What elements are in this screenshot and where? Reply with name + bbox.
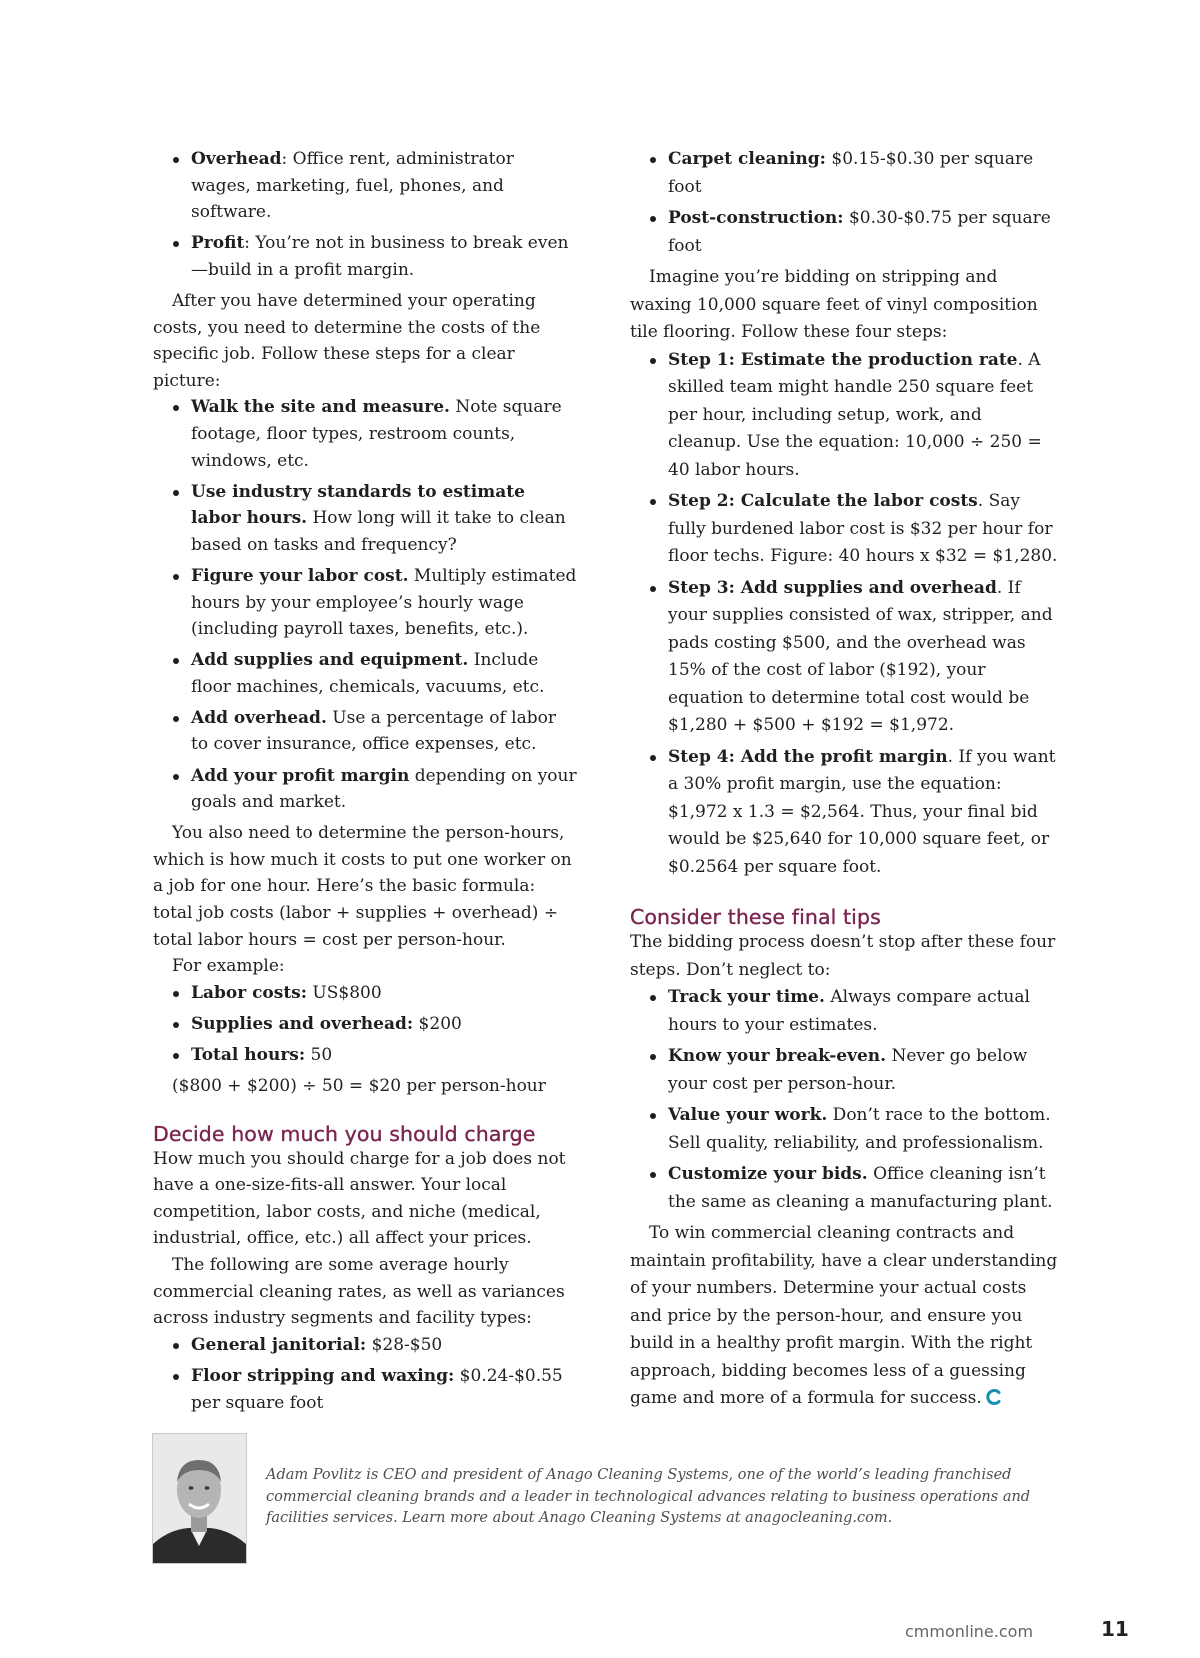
list-item: Profit: You’re not in business to break even—build in a profit margin. [153, 230, 578, 283]
list-item: Step 3: Add supplies and overhead. If your supplies consisted of wax, stripper, and pads costing $500, and the overhead was 15% of the cost of labor ($192), your equation to determine total cost would be $1,280 + $500 + $192 = $1,972. [630, 575, 1060, 740]
right-column [630, 146, 1060, 1413]
cost-bullets [153, 146, 578, 283]
list-item: Walk the site and measure. Note square footage, floor types, restroom counts, windows, etc. [153, 394, 578, 474]
tips-list [630, 984, 1060, 1216]
list-item: Post-construction: $0.30-$0.75 per square foot [630, 205, 1060, 260]
bid-steps-list [630, 347, 1060, 882]
page-number: 11 [1101, 1617, 1129, 1641]
list-item: Step 4: Add the profit margin. If you want a 30% profit margin, use the equation: $1,972 x 1.3 = $2,564. Thus, your final bid would be $25,640 for 10,000 square feet, or $0.2564 per square foot. [630, 744, 1060, 882]
list-item: Customize your bids. Office cleaning isn’t the same as cleaning a manufacturing plant. [630, 1161, 1060, 1216]
list-item: Labor costs: US$800 [153, 980, 578, 1007]
author-bio: Adam Povlitz is CEO and president of Anago Cleaning Systems, one of the world’s leading franchised commercial cleaning brands and a leader in technological advances relating to business operations and facilities services. Learn more about Anago Cleaning Systems at anagocleaning.com. [266, 1467, 1031, 1526]
example-list [153, 980, 578, 1069]
paragraph: How much you should charge for a job does not have a one-size-fits-all answer. Your local competition, labor costs, and niche (medical, industrial, office, etc.) all affect your prices. [153, 1148, 566, 1249]
rates-list [153, 1332, 578, 1416]
section-heading: Consider these final tips [630, 905, 881, 929]
paragraph: After you have determined your operating costs, you need to determine the costs of the specific job. Follow these steps for a clear picture: [153, 290, 541, 391]
section-heading: Decide how much you should charge [153, 1121, 536, 1146]
paragraph: The bidding process doesn’t stop after these four steps. Don’t neglect to: [630, 932, 1056, 980]
author-portrait-icon [153, 1434, 246, 1563]
paragraph: The following are some average hourly commercial cleaning rates, as well as variances across industry segments and facility types: [153, 1255, 565, 1329]
rates-list-continued [630, 146, 1060, 260]
list-item: Step 1: Estimate the production rate. A skilled team might handle 250 square feet per hour, including setup, work, and cleanup. Use the equation: 10,000 ÷ 250 = 40 labor hours. [630, 347, 1060, 485]
steps-list [153, 394, 578, 815]
list-item: General janitorial: $28-$50 [153, 1332, 578, 1359]
author-photo [152, 1433, 247, 1564]
formula: ($800 + $200) ÷ 50 = $20 per person-hour [172, 1076, 546, 1097]
list-item: Floor stripping and waxing: $0.24-$0.55 per square foot [153, 1363, 578, 1416]
paragraph: You also need to determine the person-hours, which is how much it costs to put one worker on a job for one hour. Here’s the basic formula: total job costs (labor + supplies + overhead) ÷ total labor hours = cost per person-hour. [153, 823, 572, 950]
list-item: Track your time. Always compare actual hours to your estimates. [630, 984, 1060, 1039]
list-item: Value your work. Don’t race to the bottom. Sell quality, reliability, and professionalism. [630, 1102, 1060, 1157]
list-item: Add supplies and equipment. Include floor machines, chemicals, vacuums, etc. [153, 647, 578, 700]
end-mark-icon [986, 1389, 1002, 1405]
list-item: Add your profit margin depending on your goals and market. [153, 763, 578, 816]
list-item: Step 2: Calculate the labor costs. Say fully burdened labor cost is $32 per hour for floor techs. Figure: 40 hours x $32 = $1,280. [630, 488, 1060, 571]
footer-website: cmmonline.com [905, 1622, 1034, 1641]
list-item: Supplies and overhead: $200 [153, 1011, 578, 1038]
list-item: Know your break-even. Never go below your cost per person-hour. [630, 1043, 1060, 1098]
list-item: Overhead: Office rent, administrator wages, marketing, fuel, phones, and software. [153, 146, 578, 226]
list-item: Carpet cleaning: $0.15-$0.30 per square foot [630, 146, 1060, 201]
left-column [153, 146, 578, 1421]
list-item: Total hours: 50 [153, 1042, 578, 1069]
list-item: Add overhead. Use a percentage of labor to cover insurance, office expenses, etc. [153, 705, 578, 758]
paragraph: Imagine you’re bidding on stripping and waxing 10,000 square feet of vinyl composition tile flooring. Follow these four steps: [630, 267, 1038, 342]
paragraph: For example: [172, 956, 285, 977]
list-item: Figure your labor cost. Multiply estimated hours by your employee’s hourly wage (including payroll taxes, benefits, etc.). [153, 563, 578, 643]
closing-paragraph: To win commercial cleaning contracts and maintain profitability, have a clear understanding of your numbers. Determine your actual costs and price by the person-hour, and ensure you build in a healthy profit margin. With the right approach, bidding becomes less of a guessing game and more of a formula for success. [630, 1223, 1058, 1408]
list-item: Use industry standards to estimate labor hours. How long will it take to clean based on tasks and frequency? [153, 479, 578, 559]
